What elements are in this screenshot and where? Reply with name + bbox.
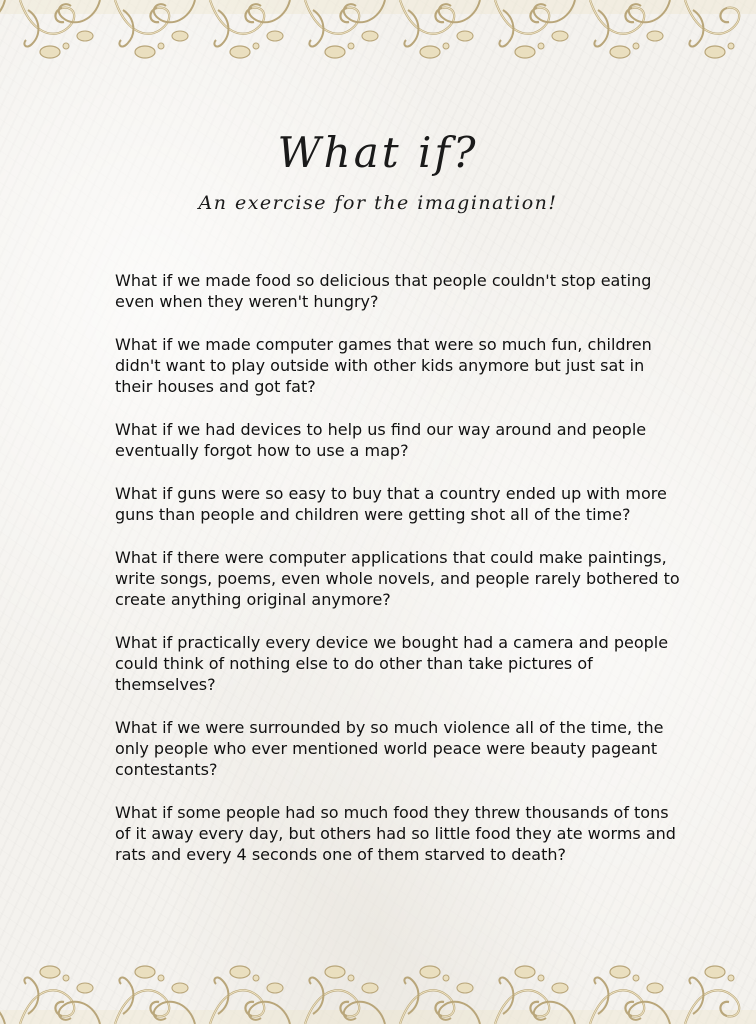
question-paragraph: What if we made food so delicious that people couldn't stop eating even when they weren't hungry?	[115, 271, 652, 311]
floral-border-bottom-icon	[0, 944, 756, 1024]
question-paragraph: What if there were computer applications that could make paintings, write songs, poems, even whole novels, and people rarely bothered to create anything original anymore?	[115, 548, 680, 609]
question-paragraph: What if practically every device we bought had a camera and people could think of nothing else to do other than take pictures of themselves?	[115, 633, 669, 694]
page-subtitle: An exercise for the imagination!	[198, 192, 558, 214]
question-paragraph: What if we were surrounded by so much violence all of the time, the only people who ever mentioned world peace were beauty pageant contestants?	[115, 718, 664, 779]
question-paragraph: What if we had devices to help us find our way around and people eventually forgot how to use a map?	[115, 420, 647, 460]
question-paragraph: What if we made computer games that were so much fun, children didn't want to play outside with other kids anymore but just sat in their houses and got fat?	[115, 335, 652, 396]
page-title: What if?	[277, 128, 479, 177]
question-paragraph: What if some people had so much food they threw thousands of tons of it away every day, but others had so little food they ate worms and rats and every 4 seconds one of them starved to death?	[115, 803, 676, 864]
floral-border-top-icon	[0, 0, 756, 80]
question-list	[115, 270, 685, 887]
question-paragraph: What if guns were so easy to buy that a country ended up with more guns than people and children were getting shot all of the time?	[115, 484, 667, 524]
